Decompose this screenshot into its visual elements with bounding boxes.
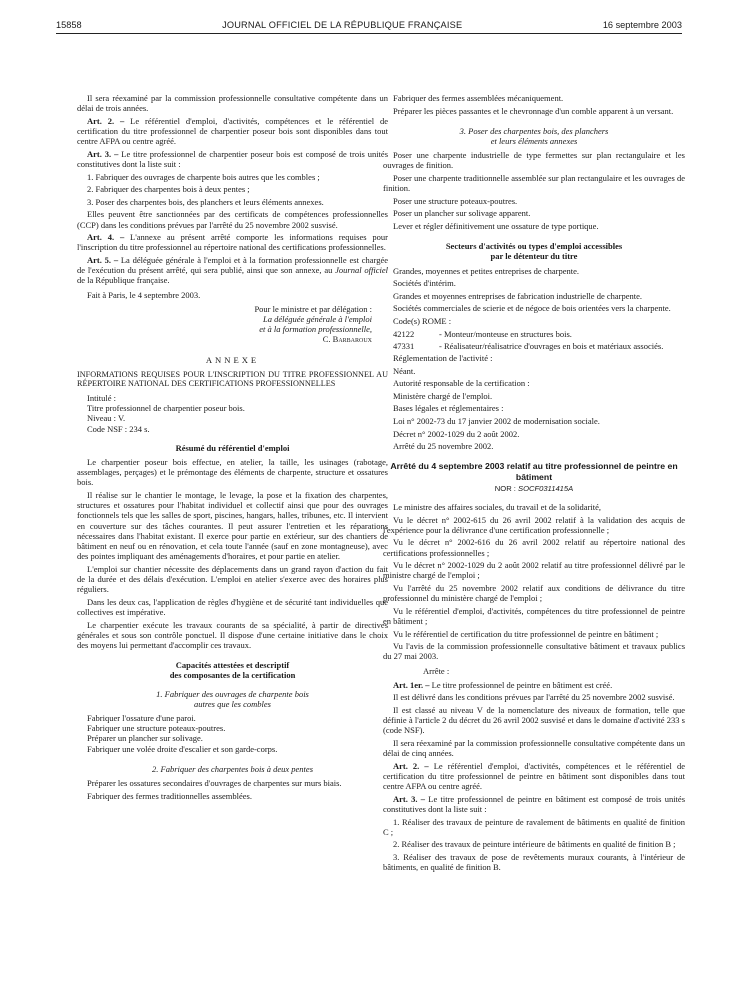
page-number: 15858 bbox=[56, 20, 82, 30]
subsection-heading: 2. Fabriquer des charpentes bois à deux pentes bbox=[152, 763, 313, 774]
heading-line: 1. Fabriquer des ouvrages de charpente bois bbox=[156, 688, 309, 699]
subsection-heading bbox=[383, 126, 685, 146]
rome-code: 42122 bbox=[393, 328, 415, 339]
list-item: 3. Poser des charpentes bois, des planchers et leurs éléments annexes. bbox=[87, 196, 324, 207]
section-heading: Résumé du référentiel d'emploi bbox=[175, 442, 290, 453]
paragraph: Il est délivré dans les conditions prévues par l'arrêté du 25 novembre 2002 susvisé. bbox=[393, 692, 675, 703]
article-label: Art. 2. – bbox=[87, 115, 125, 126]
intitule-label: Intitulé : bbox=[87, 392, 117, 403]
annexe-title: INFORMATIONS REQUISES POUR L'INSCRIPTION DU TITRE PROFESSIONNEL AU RÉPERTOIRE NATIONAL DES CERTIFICATIONS PROFESSIONNELLES bbox=[77, 369, 388, 389]
list-item: Grandes et moyennes entreprises de fabrication industrielle de charpente. bbox=[393, 290, 642, 301]
visa: Vu l'arrêté du 25 novembre 2002 relatif aux conditions de délivrance du titre professionnel du ministère chargé de l'emploi ; bbox=[383, 582, 685, 604]
paragraph: Néant. bbox=[393, 365, 416, 376]
section-heading bbox=[77, 660, 388, 680]
list-item: 1. Réaliser des travaux de peinture de ravalement de bâtiments en qualité de finition C ; bbox=[383, 816, 685, 837]
paragraph: Il sera réexaminé par la commission professionnelle consultative compétente dans un délai de trois années. bbox=[77, 93, 388, 114]
heading-line: Capacités attestées et descriptif bbox=[175, 660, 290, 671]
article-1 bbox=[383, 680, 685, 690]
heading-line: par le détenteur du titre bbox=[490, 251, 578, 262]
article-3 bbox=[383, 794, 685, 814]
paragraph: Autorité responsable de la certification : bbox=[393, 378, 530, 389]
signatory-name: C. Barbaroux bbox=[322, 334, 372, 345]
decree-title: Arrêté du 4 septembre 2003 relatif au titre professionnel de peintre en bâtiment bbox=[390, 461, 678, 482]
paragraph: Fabriquer des fermes traditionnelles assemblées. bbox=[87, 790, 252, 801]
subsection-heading bbox=[77, 689, 388, 709]
visa: Vu le décret n° 2002-616 du 26 avril 2002 relatif au répertoire national des certifications professionnelles ; bbox=[383, 537, 685, 558]
section-heading bbox=[383, 241, 685, 261]
paragraph: Préparer les ossatures secondaires d'ouvrages de charpentes sur murs biais. bbox=[87, 778, 342, 789]
heading-line: des composantes de la certification bbox=[169, 670, 296, 681]
paragraph: L'emploi sur chantier nécessite des déplacements dans un grand rayon d'action du fait de la durée et des délais d'exécution. L'emploi en atelier s'exerce avec des horaires plus réguliers. bbox=[77, 563, 388, 595]
heading-line: Secteurs d'activités ou types d'emploi accessibles bbox=[445, 241, 623, 252]
article-label: Art. 3. – bbox=[87, 148, 119, 159]
intitule-value: Titre professionnel de charpentier poseur bois. bbox=[87, 403, 245, 414]
visa: Vu le référentiel de certification du titre professionnel de peintre en bâtiment ; bbox=[393, 628, 659, 639]
paragraph: Il est classé au niveau V de la nomenclature des niveaux de formation, telle que définie à l'article 2 du décret du 26 avril 2002 susvisé et dans le domaine d'activité 233 s (code NSF). bbox=[383, 704, 685, 736]
rome-label-text: - Monteur/monteuse en structures bois. bbox=[439, 328, 572, 339]
rome-code-row bbox=[393, 341, 685, 351]
list-item: Sociétés d'intérim. bbox=[393, 278, 456, 289]
article-text: La déléguée générale à l'emploi et à la formation professionnelle est chargée de l'exécution du présent arrêté, qui sera publié, ainsi que son annexe, au bbox=[77, 254, 388, 276]
article-text: Le titre professionnel de charpentier poseur bois est composé de trois unités constitutives dont la liste suit : bbox=[77, 148, 389, 169]
article-text: L'annexe au présent arrêté comporte les informations requises pour l'inscription du titre professionnel au répertoire national des certifications professionnelles. bbox=[77, 232, 388, 253]
article-4 bbox=[77, 232, 388, 252]
arrete-word: Arrête : bbox=[423, 665, 450, 676]
article-label: Art. 4. – bbox=[87, 232, 125, 243]
article-label: Art. 5. – bbox=[87, 254, 119, 265]
rome-code-row bbox=[393, 329, 685, 339]
journal-title: JOURNAL OFFICIEL DE LA RÉPUBLIQUE FRANÇAISE bbox=[222, 20, 463, 30]
paragraph: Elles peuvent être sanctionnées par des certificats de compétences professionnelles (CCP) dans les conditions prévues par l'arrêté du 25 novembre 2002 susvisé. bbox=[77, 209, 388, 230]
right-column bbox=[383, 93, 685, 875]
paragraph: Le charpentier poseur bois effectue, en atelier, la taille, les usinages (rabotage, assemblages, perçages) et le prémontage des éléments de charpente, structure et ossatures bois. bbox=[77, 457, 388, 488]
article-2 bbox=[77, 116, 388, 147]
article-3 bbox=[77, 149, 388, 169]
list-item: 2. Réaliser des travaux de peinture intérieure de bâtiments en qualité de finition B ; bbox=[393, 839, 676, 850]
article-label: Art. 3. – bbox=[393, 793, 426, 804]
nor-label: NOR : bbox=[494, 483, 519, 493]
paragraph: Arrêté du 25 novembre 2002. bbox=[393, 441, 494, 452]
heading-line: 3. Poser des charpentes bois, des planchers bbox=[459, 125, 609, 136]
list-item: Grandes, moyennes et petites entreprises de charpente. bbox=[393, 265, 579, 276]
list-item: Sociétés commerciales de scierie et de négoce de bois orientées vers la charpente. bbox=[393, 303, 671, 314]
paragraph: Fabriquer des fermes assemblées mécaniquement. bbox=[393, 93, 564, 103]
article-text: Le titre professionnel de peintre en bâtiment est composé de trois unités constitutives dont la liste suit : bbox=[383, 793, 685, 814]
left-column bbox=[77, 93, 388, 803]
paragraph: Bases légales et réglementaires : bbox=[393, 403, 504, 414]
journal-name: Journal officiel bbox=[335, 265, 388, 276]
paragraph: Ministère chargé de l'emploi. bbox=[393, 390, 493, 401]
list-item: 2. Fabriquer des charpentes bois à deux pentes ; bbox=[87, 184, 250, 195]
visa: Vu le décret n° 2002-1029 du 2 août 2002 relatif au titre professionnel délivré par le ministre chargé de l'emploi ; bbox=[383, 560, 685, 581]
article-text: de la République française. bbox=[77, 275, 170, 286]
list-item: Poser une charpente industrielle de type fermettes sur plan rectangulaire et les ouvrages de finition. bbox=[383, 150, 685, 171]
article-5 bbox=[77, 255, 388, 286]
list-item: Fabriquer une structure poteaux-poutres. bbox=[87, 723, 226, 734]
level: Niveau : V. bbox=[87, 413, 126, 424]
issue-date: 16 septembre 2003 bbox=[602, 20, 682, 30]
done-at: Fait à Paris, le 4 septembre 2003. bbox=[87, 289, 201, 300]
article-text: Le titre professionnel de peintre en bâtiment est créé. bbox=[429, 679, 613, 690]
signature-line: Pour le ministre et par délégation : bbox=[254, 303, 372, 314]
list-item: Fabriquer une volée droite d'escalier et son garde-corps. bbox=[87, 743, 278, 754]
list-item: Poser une structure poteaux-poutres. bbox=[393, 195, 518, 206]
list-item: 1. Fabriquer des ouvrages de charpente bois autres que les combles ; bbox=[87, 171, 320, 182]
paragraph: Réglementation de l'activité : bbox=[393, 352, 493, 363]
heading-line: autres que les combles bbox=[194, 698, 271, 709]
paragraph: Le charpentier exécute les travaux courants de sa spécialité, à partir de directives générales et sous son contrôle ponctuel. Il dispose d'une certaine initiative dans le choix des moyens lui permettant d'accomplir ces travaux. bbox=[77, 619, 388, 651]
list-item: Préparer un plancher sur solivage. bbox=[87, 733, 203, 744]
rome-label-text: - Réalisateur/réalisatrice d'ouvrages en bois et matériaux associés. bbox=[439, 340, 664, 351]
header-rule bbox=[56, 33, 682, 34]
article-label: Art. 1er. – bbox=[393, 679, 430, 690]
paragraph: Il réalise sur le chantier le montage, le levage, la pose et la fixation des charpentes, structures et ossatures pour l'habitat individuel et collectif ainsi que pour des ouvrages fonctionnels tels que les salles de sport, piscines, hangars, halles, tribunes, etc. Il intervient en couverture sur des tâches courantes. Il peut assurer l'entretien et les réparations nécessaires dans l'habitat existant. Il exerce pour partie en extérieur, sur des chantiers de bâtiment en neuf ou en rénovation, et cela toute l'année (sauf en zone montagneuse), avec des pointes impliquant des aménagements d'horaires, et pour partie en atelier. bbox=[77, 490, 388, 562]
annexe-heading: ANNEXE bbox=[205, 354, 260, 365]
page-header bbox=[56, 20, 682, 30]
list-item: Poser une charpente traditionnelle assemblée sur plan rectangulaire et les ouvrages de finition. bbox=[383, 173, 685, 194]
signature-block bbox=[77, 304, 388, 345]
visa: Vu le référentiel d'emploi, d'activités, compétences du titre professionnel de peintre en bâtiment ; bbox=[383, 605, 685, 626]
title-info bbox=[87, 393, 388, 434]
paragraph: Il sera réexaminé par la commission professionnelle consultative compétente dans un délai de cinq années. bbox=[383, 737, 685, 759]
rome-label: Code(s) ROME : bbox=[393, 315, 452, 326]
signature-line: La déléguée générale à l'emploi bbox=[263, 313, 372, 324]
list-item: Lever et régler définitivement une ossature de type portique. bbox=[393, 220, 599, 231]
paragraph: Loi n° 2002-73 du 17 janvier 2002 de modernisation sociale. bbox=[393, 415, 600, 426]
paragraph: Le ministre des affaires sociales, du travail et de la solidarité, bbox=[393, 501, 602, 512]
paragraph: Préparer les pièces passantes et le chevronnage d'un comble apparent à un versant. bbox=[393, 105, 674, 116]
paragraph: Dans les deux cas, l'application de règles d'hygiène et de sécurité tant individuelles que collectives est impérative. bbox=[77, 596, 388, 618]
list-item: Fabriquer l'ossature d'une paroi. bbox=[87, 713, 196, 724]
list-item: 3. Réaliser des travaux de pose de revêtements muraux courants, à l'intérieur de bâtiments, en qualité de finition B. bbox=[383, 851, 685, 873]
rome-code: 47331 bbox=[393, 340, 415, 351]
list-item: Poser un plancher sur solivage apparent. bbox=[393, 208, 531, 219]
nor-reference bbox=[383, 484, 685, 494]
article-label: Art. 2. – bbox=[393, 760, 429, 771]
nor-code: SOCF0311415A bbox=[518, 483, 574, 493]
visa: Vu l'avis de la commission professionnelle consultative bâtiment et travaux publics du 27 mai 2003. bbox=[383, 641, 685, 662]
signature-line: et à la formation professionnelle, bbox=[259, 324, 372, 335]
nsf-code: Code NSF : 234 s. bbox=[87, 423, 150, 434]
paragraph: Décret n° 2002-1029 du 2 août 2002. bbox=[393, 428, 520, 439]
visa: Vu le décret n° 2002-615 du 26 avril 2002 relatif à la validation des acquis de l'expérience pour la délivrance d'une certification professionnelle ; bbox=[383, 514, 685, 535]
article-text: Le référentiel d'emploi, d'activités, compétences et le référentiel de certification du titre professionnel de peintre en bâtiment sont disponibles dans tout centre AFPA ou centre agréé. bbox=[383, 760, 685, 792]
article-text: Le référentiel d'emploi, d'activités, compétences et le référentiel de certification du titre professionnel de charpentier poseur bois sont disponibles dans tout centre AFPA ou centre agréé. bbox=[77, 115, 388, 147]
article-2 bbox=[383, 761, 685, 792]
heading-line: et leurs éléments annexes bbox=[490, 136, 578, 146]
